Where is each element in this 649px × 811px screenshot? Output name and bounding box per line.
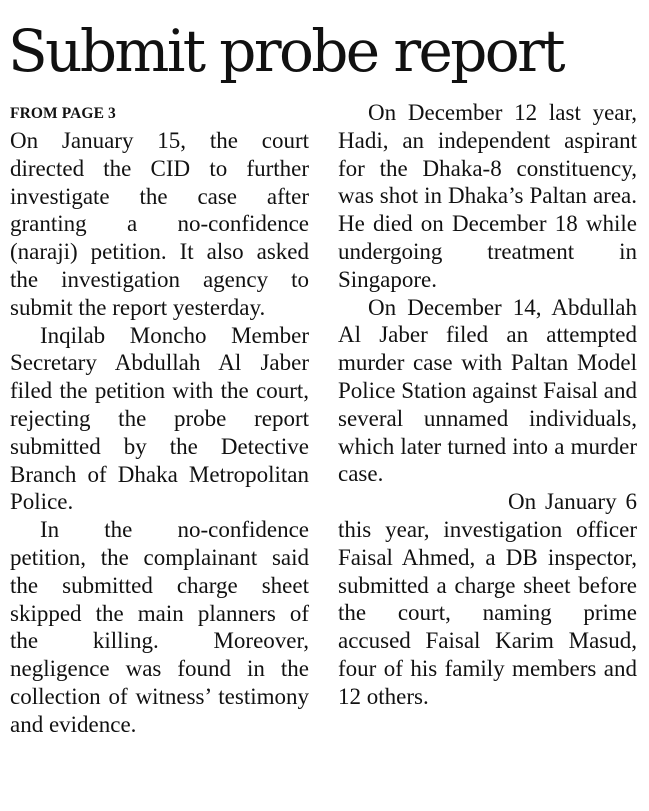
paragraph: On December 14, Abdullah Al Jaber filed an attempted murder case with Paltan Model Police Station against Faisal and several unnamed individuals, which later turned into a murder case. bbox=[338, 294, 637, 487]
paragraph: On January 6 this year, investigation officer Faisal Ahmed, a DB inspector, submitted a charge sheet before the court, naming prime accused Faisal Karim Masud, four of his family members and 12 others. bbox=[338, 489, 637, 709]
paragraph: Inqilab Moncho Member Secretary Abdullah Al Jaber filed the petition with the court, rejecting the probe report submitted by the Detective Branch of Dhaka Metropolitan Police. bbox=[10, 322, 309, 515]
paragraph: On December 12 last year, Hadi, an independent aspirant for the Dhaka-8 constituency, was shot in Dhaka’s Paltan area. He died on December 18 while undergoing treatment in Singapore. bbox=[338, 100, 637, 292]
continued-from-kicker: FROM PAGE 3 bbox=[10, 105, 116, 122]
right-column bbox=[338, 99, 637, 711]
left-column bbox=[10, 127, 309, 739]
headline: Submit probe report bbox=[8, 17, 563, 85]
paragraph: In the no-confidence petition, the complainant said the submitted charge sheet skipped the main planners of the killing. Moreover, negligence was found in the collection of witness’ testimony and evidence. bbox=[10, 517, 309, 737]
paragraph: On January 15, the court directed the CID to further investigate the case after granting a no-confidence (naraji) petition. It also asked the investigation agency to submit the report yesterday. bbox=[10, 128, 309, 320]
